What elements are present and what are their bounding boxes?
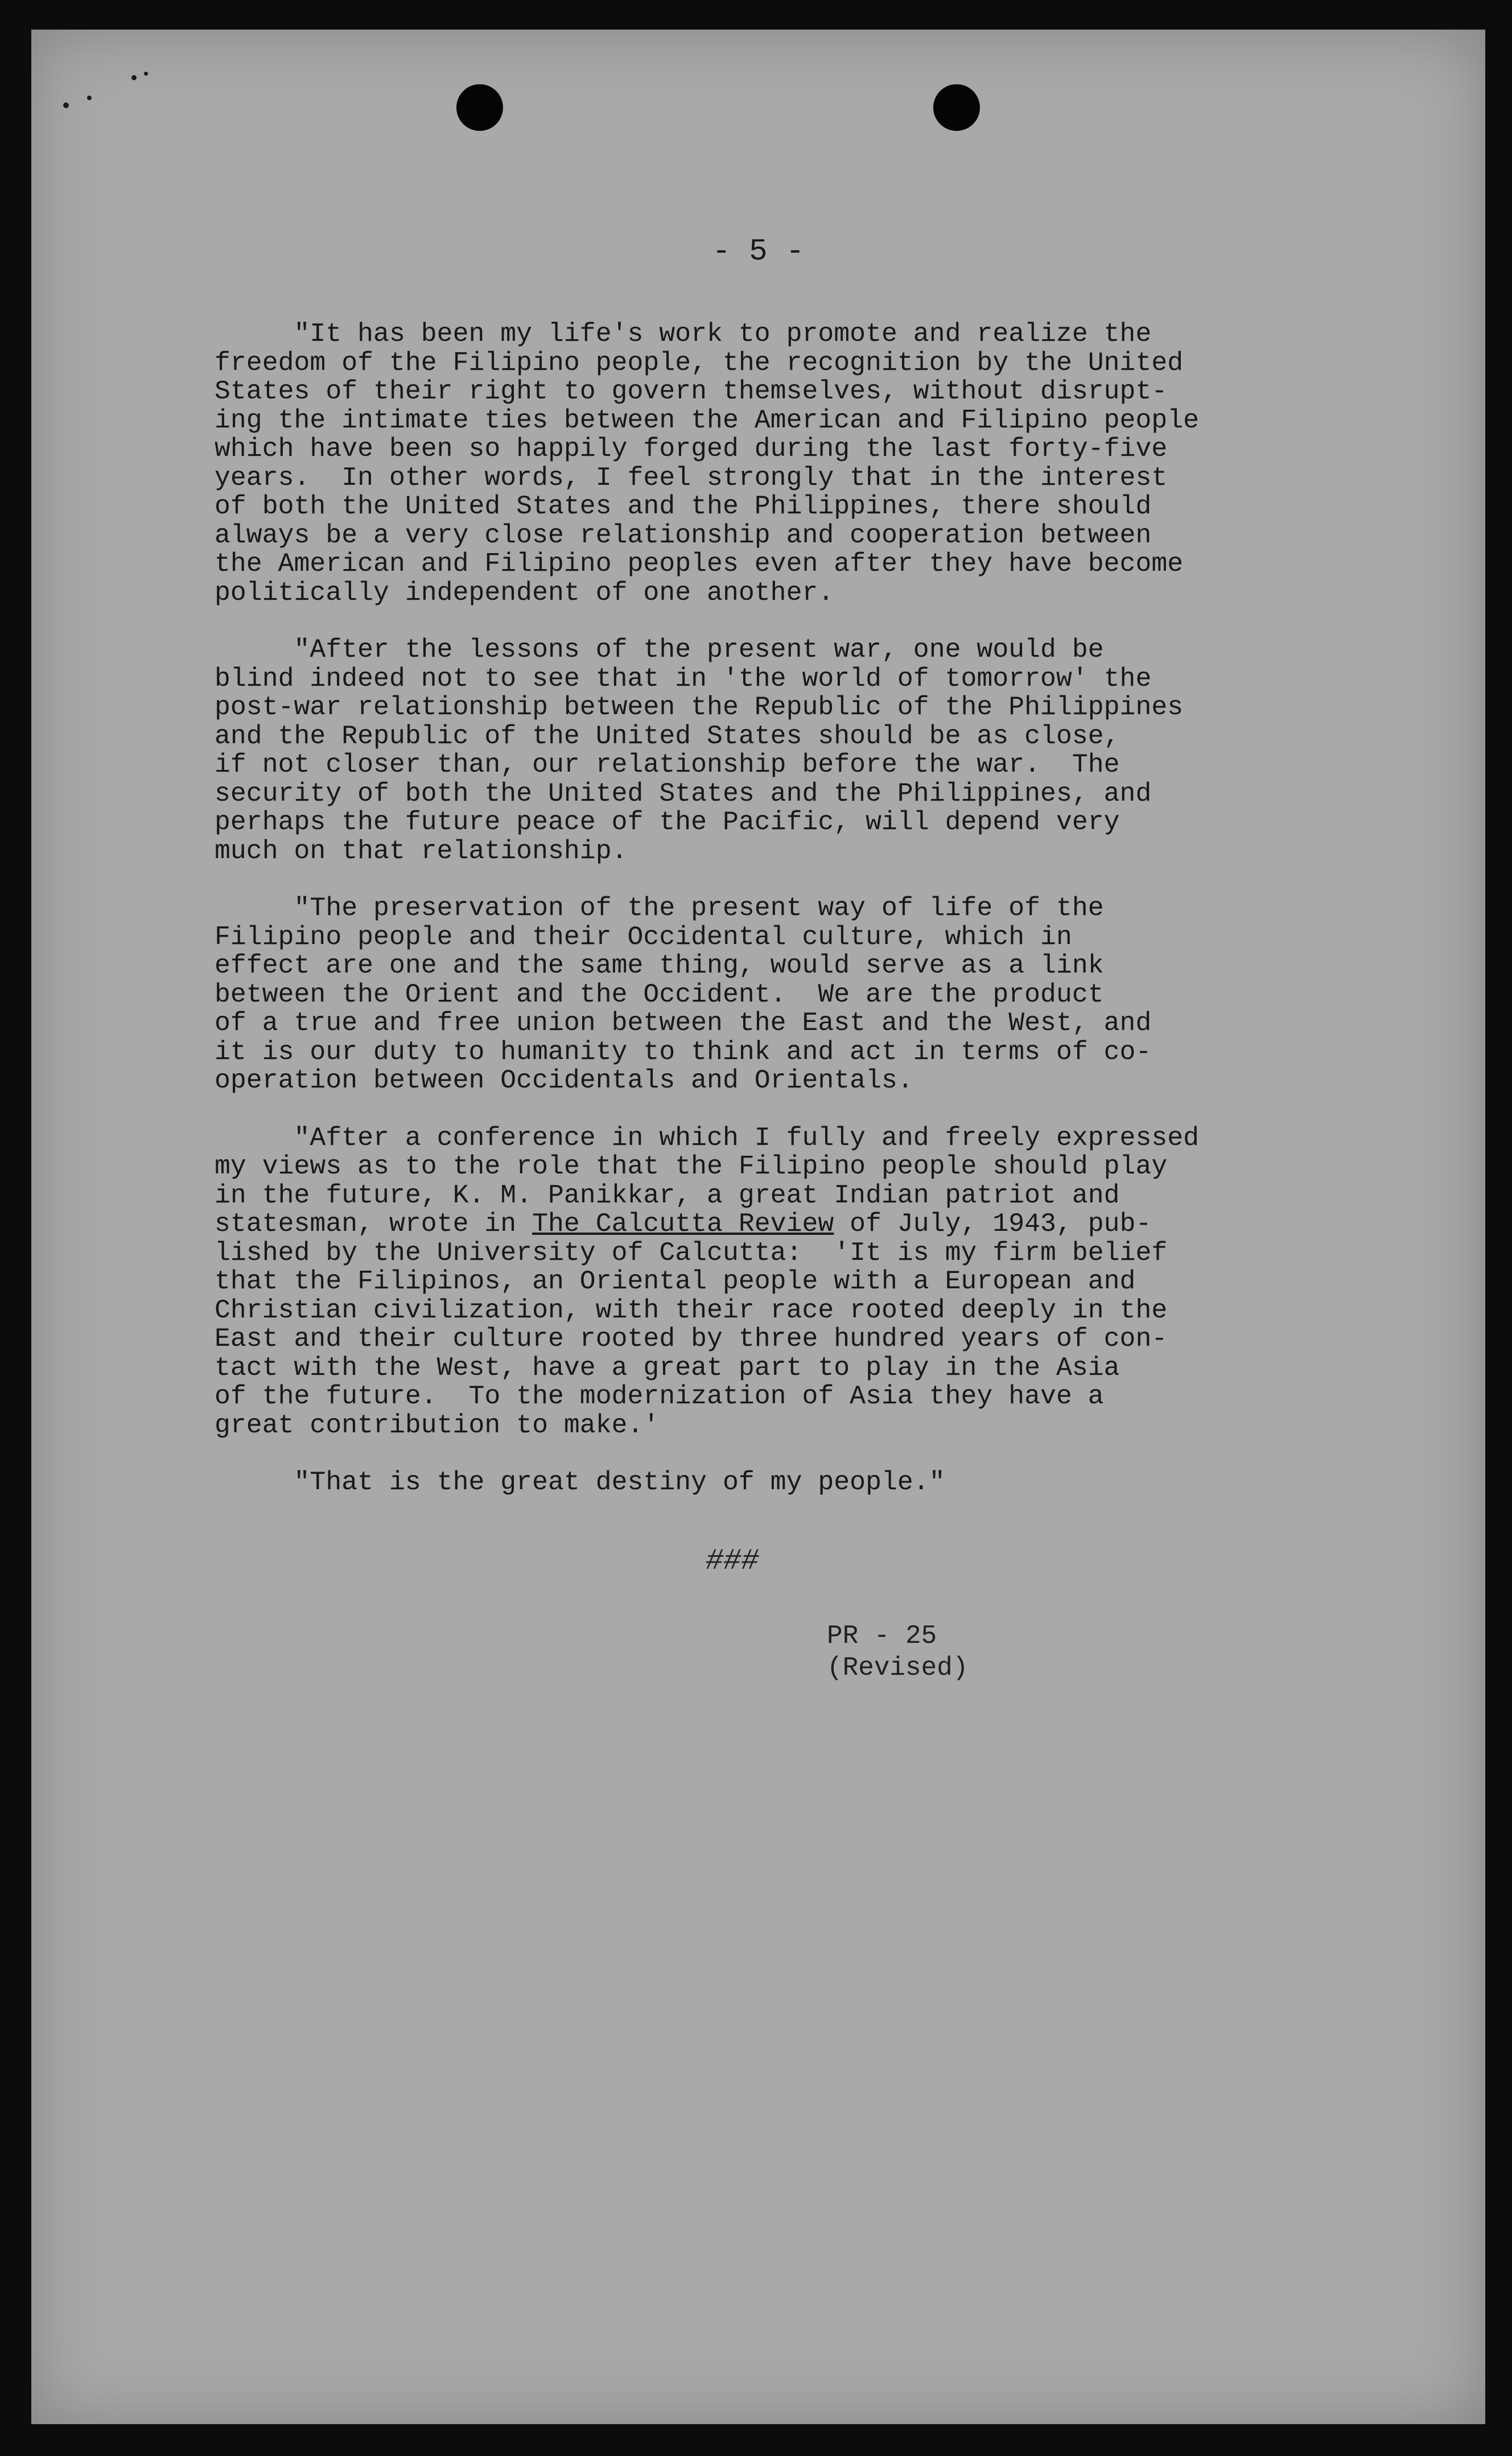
text-line: of both the United States and the Philippines, there should bbox=[215, 491, 1152, 521]
ink-speck bbox=[63, 102, 69, 108]
text-line: great contribution to make.' bbox=[215, 1410, 660, 1440]
page-number: - 5 - bbox=[712, 234, 805, 269]
text-line: Christian civilization, with their race rooted deeply in the bbox=[215, 1295, 1168, 1325]
end-mark: ### bbox=[706, 1544, 759, 1578]
text-fragment: statesman, wrote in bbox=[215, 1209, 533, 1239]
text-line: years. In other words, I feel strongly that in the interest bbox=[215, 462, 1168, 493]
text-line: freedom of the Filipino people, the recognition by the United bbox=[215, 347, 1184, 378]
text-line: the American and Filipino peoples even after they have become bbox=[215, 549, 1184, 579]
text-line: operation between Occidentals and Orientals. bbox=[215, 1065, 913, 1095]
letter-body bbox=[215, 320, 1364, 1526]
text-line: "That is the great destiny of my people." bbox=[215, 1467, 945, 1497]
text-line: tact with the West, have a great part to play in the Asia bbox=[215, 1352, 1120, 1383]
paragraph-panikkar bbox=[215, 1124, 1364, 1440]
text-line: security of both the United States and the Philippines, and bbox=[215, 778, 1152, 809]
text-line: "The preservation of the present way of life of the bbox=[215, 893, 1104, 923]
publication-title: The Calcutta Review bbox=[532, 1209, 834, 1239]
text-line: "After a conference in which I fully and freely expressed bbox=[215, 1122, 1200, 1153]
text-line: post-war relationship between the Republic of the Philippines bbox=[215, 692, 1184, 722]
text-line: always be a very close relationship and cooperation between bbox=[215, 520, 1152, 550]
document-page bbox=[31, 30, 1485, 2424]
text-fragment: of July, 1943, pub- bbox=[834, 1209, 1152, 1239]
text-line: if not closer than, our relationship before the war. The bbox=[215, 749, 1120, 780]
paragraph-preservation bbox=[215, 894, 1364, 1095]
text-line: it is our duty to humanity to think and act in terms of co- bbox=[215, 1036, 1152, 1067]
text-line: Filipino people and their Occidental culture, which in bbox=[215, 921, 1072, 952]
text-line: and the Republic of the United States should be as close, bbox=[215, 720, 1120, 751]
text-line: East and their culture rooted by three hundred years of con- bbox=[215, 1324, 1168, 1354]
text-line: "After the lessons of the present war, one would be bbox=[215, 634, 1104, 665]
ink-speck bbox=[144, 72, 148, 76]
release-code-block bbox=[827, 1620, 968, 1684]
text-line: "It has been my life's work to promote and realize the bbox=[215, 319, 1152, 349]
paragraph-post-war bbox=[215, 636, 1364, 866]
text-line: States of their right to govern themselves, without disrupt- bbox=[215, 376, 1168, 406]
text-line: lished by the University of Calcutta: 'It is my firm belief bbox=[215, 1237, 1168, 1268]
text-line: effect are one and the same thing, would serve as a link bbox=[215, 950, 1104, 980]
text-line: ing the intimate ties between the American and Filipino people bbox=[215, 405, 1200, 435]
punch-hole-left bbox=[456, 84, 503, 131]
text-line: in the future, K. M. Panikkar, a great Indian patriot and bbox=[215, 1180, 1120, 1210]
ink-speck bbox=[131, 75, 137, 80]
release-code: PR - 25 bbox=[827, 1621, 937, 1651]
release-note: (Revised) bbox=[827, 1653, 969, 1683]
paragraph-life-work bbox=[215, 320, 1364, 607]
text-line: that the Filipinos, an Oriental people with a European and bbox=[215, 1266, 1136, 1296]
ink-speck bbox=[87, 96, 92, 100]
text-line: of a true and free union between the East and the West, and bbox=[215, 1008, 1152, 1038]
text-line: of the future. To the modernization of Asia they have a bbox=[215, 1381, 1104, 1411]
text-line: perhaps the future peace of the Pacific, will depend very bbox=[215, 807, 1120, 837]
punch-hole-right bbox=[933, 84, 980, 131]
text-line: politically independent of one another. bbox=[215, 577, 834, 608]
text-line: much on that relationship. bbox=[215, 835, 628, 866]
paragraph-closing bbox=[215, 1468, 1364, 1497]
text-line: between the Orient and the Occident. We are the product bbox=[215, 979, 1104, 1009]
text-line: blind indeed not to see that in 'the world of tomorrow' the bbox=[215, 663, 1152, 694]
text-line bbox=[215, 1209, 1151, 1239]
text-line: which have been so happily forged during the last forty-five bbox=[215, 434, 1168, 464]
text-line: my views as to the role that the Filipino people should play bbox=[215, 1151, 1168, 1181]
